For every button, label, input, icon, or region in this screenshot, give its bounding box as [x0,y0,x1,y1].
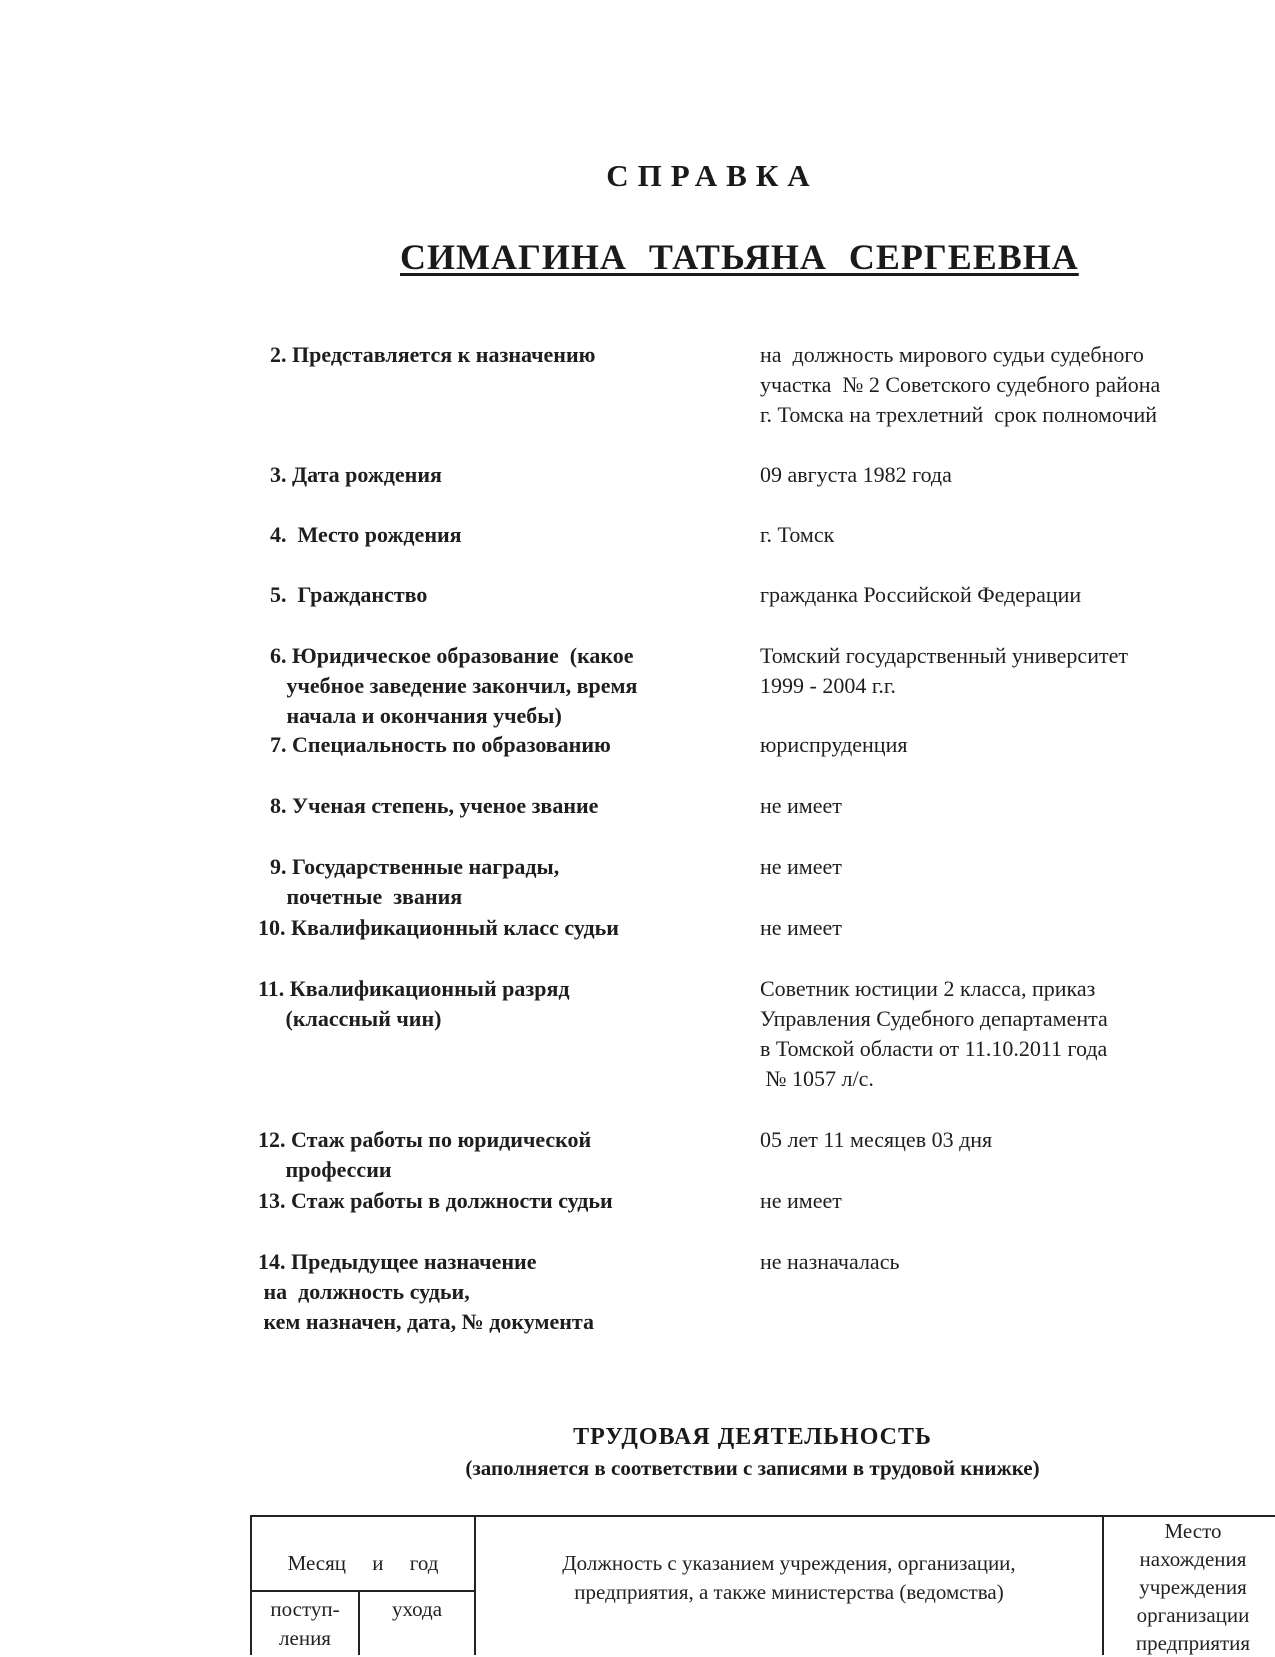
field-value-birth-date: 09 августа 1982 года [760,462,952,487]
field-label-qualification-rank: 11. Квалификационный разряд (классный чин) [258,976,570,1031]
work-section-title: ТРУДОВАЯ ДЕЯТЕЛЬНОСТЬ [573,1424,932,1450]
column-header-location: Место нахождения учреждения организации предприятия [1135,1519,1251,1655]
field-value-education: Томский государственный университет 1999 - 2004 г.г. [760,643,1128,698]
table-divider-start-end [358,1590,360,1655]
field-value-birth-place: г. Томск [760,522,835,547]
field-label-academic-degree: 8. Ученая степень, ученое звание [270,793,599,818]
column-header-end: ухода [391,1597,443,1621]
field-label-birth-place: 4. Место рождения [270,522,462,547]
column-header-position: Должность с указанием учреждения, организации, предприятия, а также министерства (ведомства) [562,1551,1016,1604]
field-label-qualification-class: 10. Квалификационный класс судьи [258,915,619,940]
field-label-birth-date: 3. Дата рождения [270,462,442,487]
field-label-nomination: 2. Представляется к назначению [270,342,596,367]
table-divider-month-position [474,1515,476,1655]
work-history-table [250,1515,1275,1655]
table-divider-position-location [1102,1515,1104,1655]
field-label-judge-experience: 13. Стаж работы в должности судьи [258,1188,613,1213]
field-label-education: 6. Юридическое образование (какое учебное заведение закончил, время начала и окончания учебы) [270,643,638,728]
column-header-start: поступ- ления [270,1597,340,1650]
person-name: СИМАГИНА ТАТЬЯНА СЕРГЕЕВНА [400,237,1079,277]
field-value-academic-degree: не имеет [760,793,842,818]
table-left-border [250,1515,252,1655]
field-value-awards: не имеет [760,854,842,879]
field-value-previous-appointment: не назначалась [760,1249,900,1274]
field-label-legal-experience: 12. Стаж работы по юридической профессии [258,1127,592,1182]
field-label-citizenship: 5. Гражданство [270,582,428,607]
field-value-legal-experience: 05 лет 11 месяцев 03 дня [760,1127,993,1152]
field-label-awards: 9. Государственные награды, почетные звания [270,854,560,909]
field-label-previous-appointment: 14. Предыдущее назначение на должность судьи, кем назначен, дата, № документа [258,1249,594,1334]
field-value-citizenship: гражданка Российской Федерации [760,582,1082,607]
field-value-judge-experience: не имеет [760,1188,842,1213]
document-title: СПРАВКА [606,158,819,193]
field-value-qualification-class: не имеет [760,915,842,940]
field-label-specialty: 7. Специальность по образованию [270,732,611,757]
work-section-subtitle: (заполняется в соответствии с записями в трудовой книжке) [465,1456,1040,1480]
field-value-qualification-rank: Советник юстиции 2 класса, приказ Управления Судебного департамента в Томской области от 11.10.2011 года № 1057 л/с. [760,976,1108,1091]
field-value-specialty: юриспруденция [760,732,908,757]
table-subheader-border [250,1590,476,1592]
field-value-nomination: на должность мирового судьи судебного участка № 2 Советского судебного района г. Томска на трехлетний срок полномочий [760,342,1161,427]
column-header-month-year: Месяц и год [287,1551,439,1575]
